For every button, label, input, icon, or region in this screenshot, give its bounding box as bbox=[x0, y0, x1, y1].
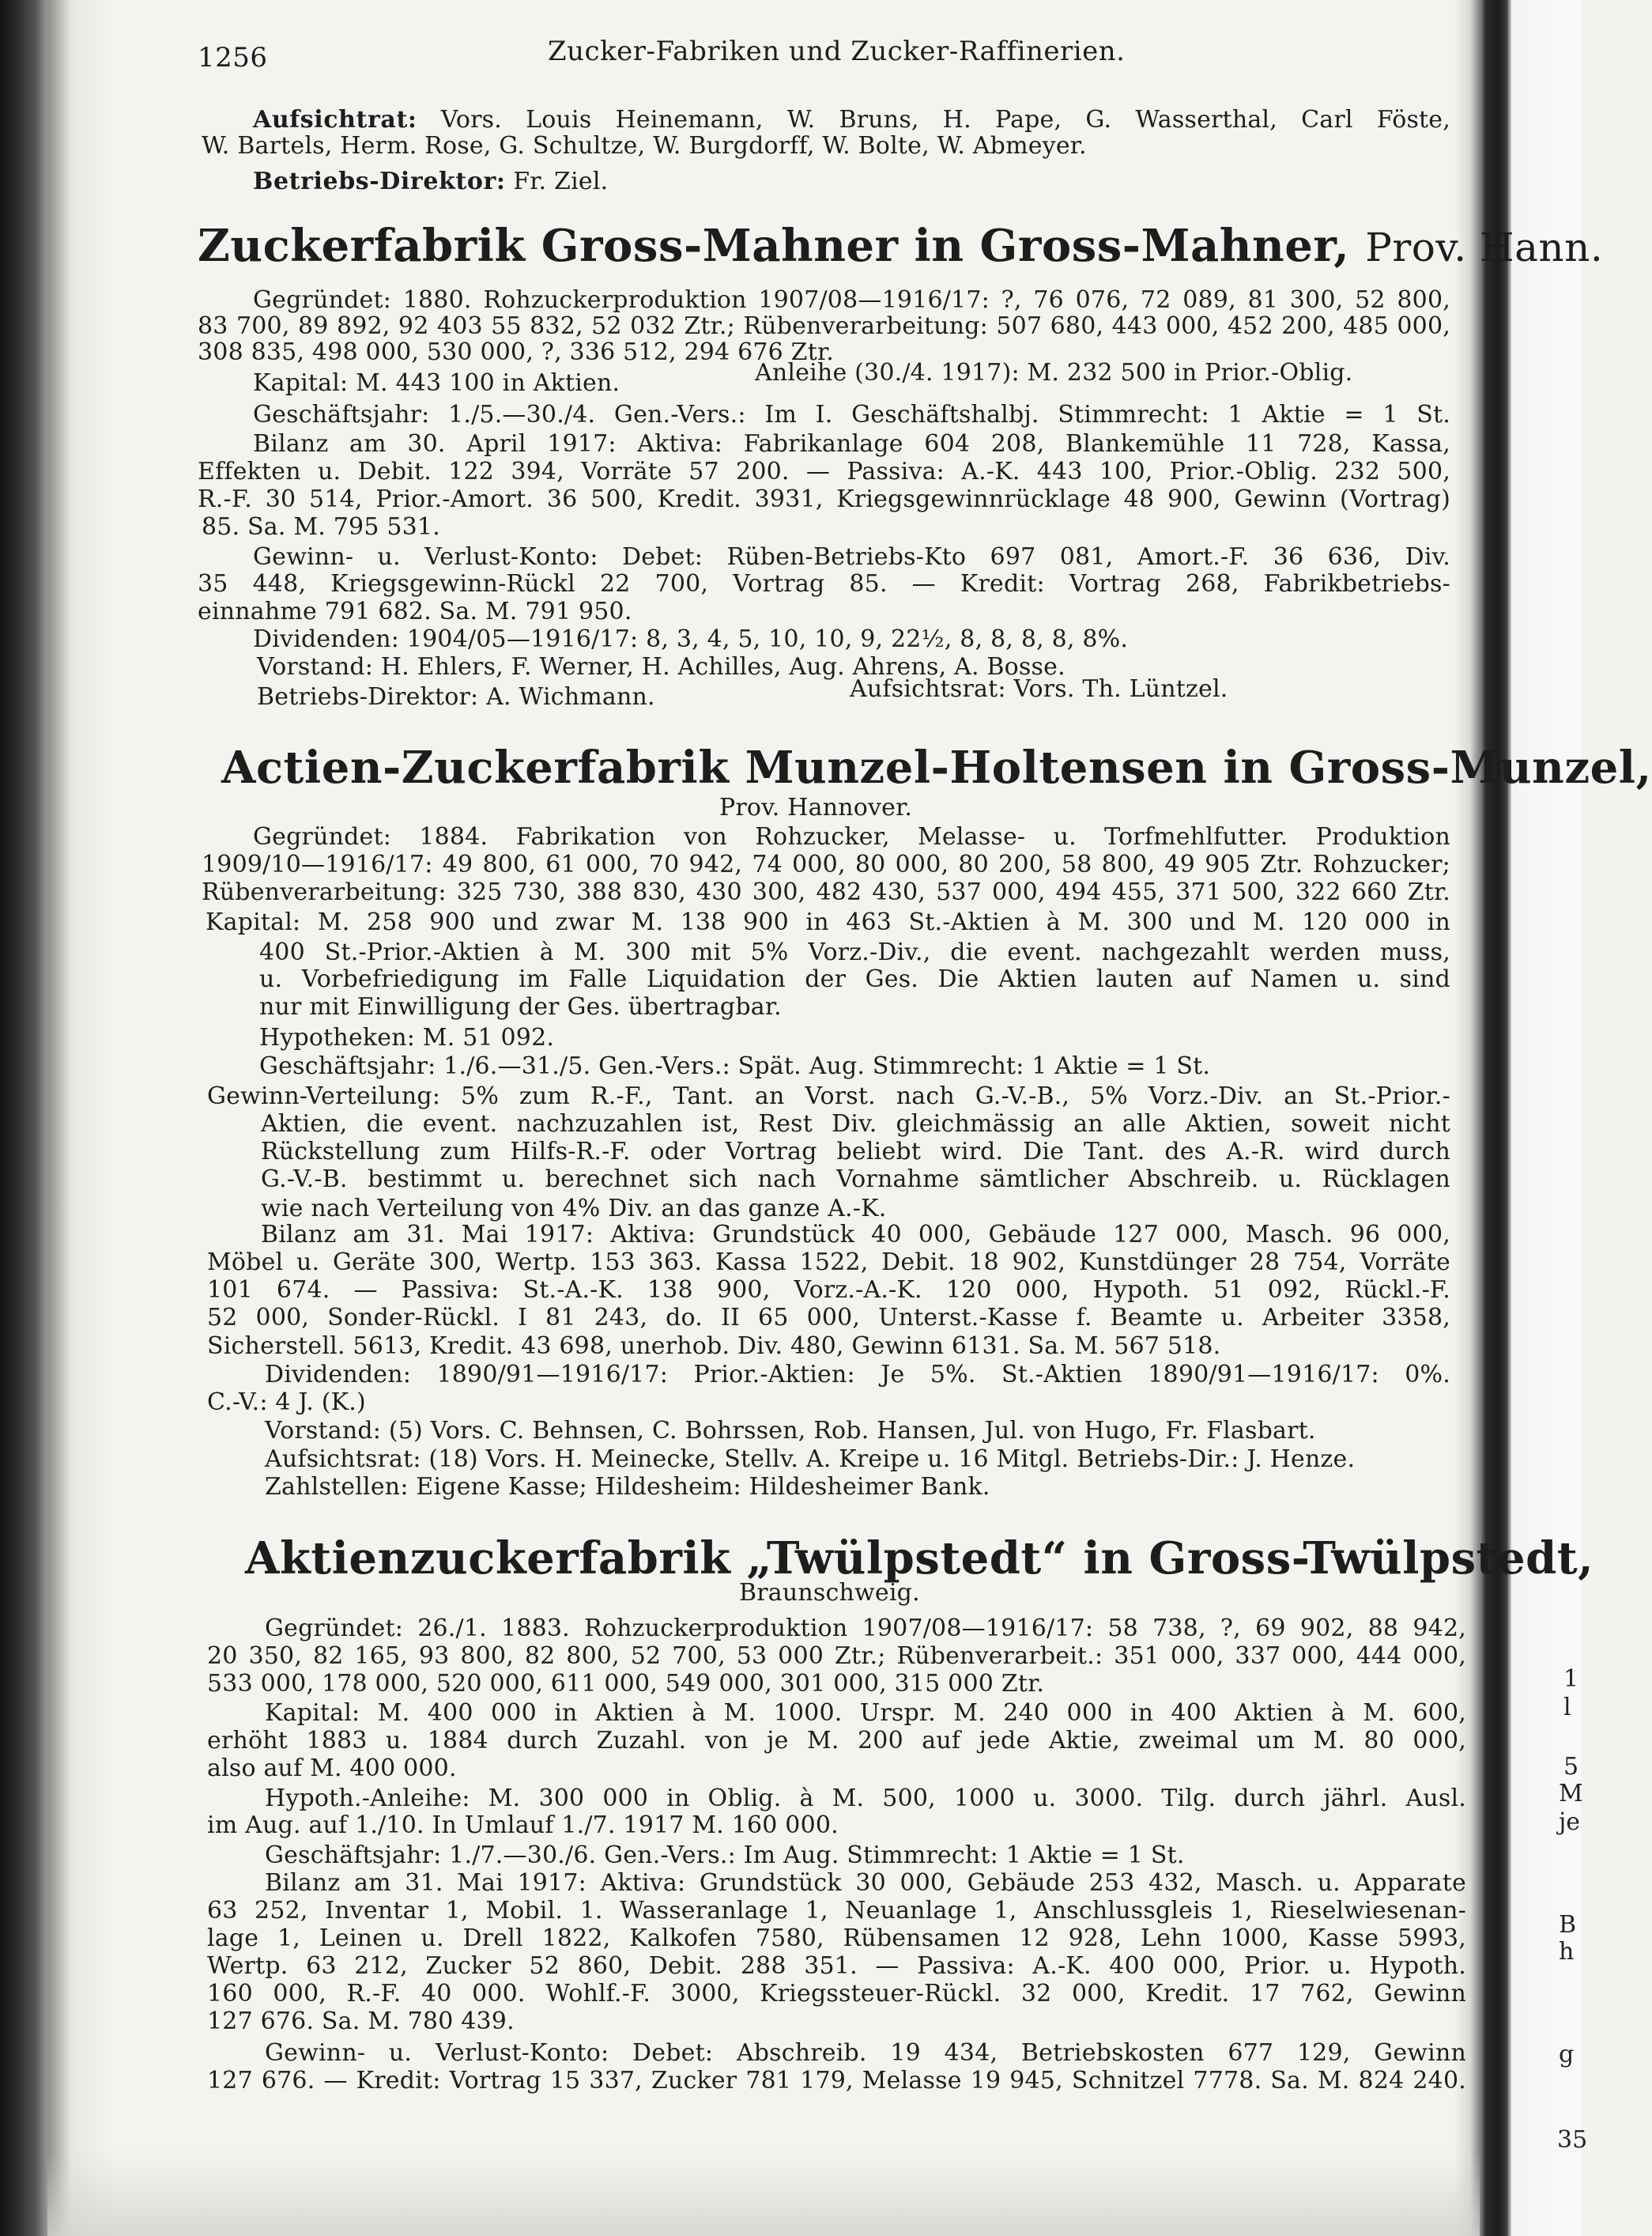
intro-line-1: Aufsichtrat: Vors. Louis Heinemann, W. Bruns, H. Pape, G. Wasserthal, Carl Föste, bbox=[253, 106, 1450, 134]
facing-page-char: h bbox=[1559, 1938, 1575, 1966]
s3-line-3: 533 000, 178 000, 520 000, 611 000, 549 000, 301 000, 315 000 Ztr. bbox=[207, 1670, 1045, 1698]
facing-page-char: M bbox=[1559, 1780, 1583, 1807]
facing-page-char: 35 bbox=[1557, 2126, 1588, 2154]
s1-line-4b: Anleihe (30./4. 1917): M. 232 500 in Prior.-Oblig. bbox=[755, 359, 1353, 387]
s2-line-15: Bilanz am 31. Mai 1917: Aktiva: Grundstück 40 000, Gebäude 127 000, Masch. 96 000, bbox=[261, 1221, 1450, 1248]
facing-page-char: 5 bbox=[1563, 1753, 1579, 1781]
s2-line-20: Dividenden: 1890/91—1916/17: Prior.-Aktien: Je 5%. St.-Aktien 1890/91—1916/17: 0%. bbox=[265, 1361, 1450, 1388]
s2-line-24: Zahlstellen: Eigene Kasse; Hildesheim: Hildesheimer Bank. bbox=[265, 1473, 990, 1501]
s3-line-14: 160 000, R.-F. 40 000. Wohlf.-F. 3000, Kriegssteuer-Rückl. 32 000, Kredit. 17 762, Gewinn bbox=[207, 1980, 1466, 2007]
s3-line-5: erhöht 1883 u. 1884 durch Zuzahl. von je M. 200 auf jede Aktie, zweimal um M. 80 000, bbox=[207, 1727, 1466, 1754]
s2-line-10: Gewinn-Verteilung: 5% zum R.-F., Tant. an Vorst. nach G.-V.-B., 5% Vorz.-Div. an St.-Prior.- bbox=[207, 1082, 1450, 1110]
s1-line-7: Effekten u. Debit. 122 394, Vorräte 57 200. — Passiva: A.-K. 443 100, Prior.-Oblig. 232 500, bbox=[198, 458, 1450, 485]
section-2-title: Actien-Zuckerfabrik Munzel-Holtensen in Gross-Munzel, bbox=[221, 742, 1652, 794]
s2-line-3: Rübenverarbeitung: 325 730, 388 830, 430 300, 482 430, 537 000, 494 455, 371 500, 322 660 Ztr. bbox=[202, 878, 1450, 906]
s1-line-2: 83 700, 89 892, 92 403 55 832, 52 032 Ztr.; Rübenverarbeitung: 507 680, 443 000, 452 200, 485 000, bbox=[198, 312, 1450, 340]
facing-page-char: je bbox=[1559, 1808, 1581, 1836]
s2-line-7: nur mit Einwilligung der Ges. übertragbar. bbox=[259, 993, 782, 1021]
bottom-shadow bbox=[47, 2151, 1480, 2236]
s3-line-2: 20 350, 82 165, 93 800, 82 800, 52 700, 53 000 Ztr.; Rübenverarbeit.: 351 000, 337 000, 444 000, bbox=[207, 1642, 1466, 1670]
s2-line-5: 400 St.-Prior.-Aktien à M. 300 mit 5% Vorz.-Div., die event. nachgezahlt werden muss, bbox=[259, 939, 1450, 966]
s3-line-11: 63 252, Inventar 1, Mobil. 1. Wasseranlage 1, Neuanlage 1, Anschlussgleis 1, Rieselwiesenan- bbox=[207, 1897, 1466, 1924]
s2-line-17: 101 674. — Passiva: St.-A.-K. 138 900, Vorz.-A.-K. 120 000, Hypoth. 51 092, Rückl.-F. bbox=[207, 1276, 1450, 1304]
section-3-subtitle: Braunschweig. bbox=[739, 1579, 920, 1607]
facing-page-char: B bbox=[1559, 1911, 1577, 1939]
s1-line-8: R.-F. 30 514, Prior.-Amort. 36 500, Kredit. 3931, Kriegsgewinnrücklage 48 900, Gewinn (Vortrag) bbox=[198, 485, 1450, 513]
s3-line-13: Wertp. 63 212, Zucker 52 860, Debit. 288 351. — Passiva: A.-K. 400 000, Prior. u. Hypoth. bbox=[207, 1952, 1466, 1980]
s3-line-16: Gewinn- u. Verlust-Konto: Debet: Abschreib. 19 434, Betriebskosten 677 129, Gewinn bbox=[265, 2039, 1466, 2067]
s2-line-21: C.-V.: 4 J. (K.) bbox=[207, 1388, 366, 1416]
s1-line-11: 35 448, Kriegsgewinn-Rückl 22 700, Vortrag 85. — Kredit: Vortrag 268, Fabrikbetriebs- bbox=[198, 570, 1450, 598]
s2-line-16: Möbel u. Geräte 300, Wertp. 153 363. Kassa 1522, Debit. 18 902, Kunstdünger 28 754, Vorräte bbox=[207, 1248, 1450, 1276]
s2-line-22: Vorstand: (5) Vors. C. Behnsen, C. Bohrssen, Rob. Hansen, Jul. von Hugo, Fr. Flasbart. bbox=[265, 1417, 1316, 1445]
section-3-title: Aktienzuckerfabrik „Twülpstedt“ in Gross-Twülpstedt, bbox=[245, 1532, 1594, 1584]
s2-line-12: Rückstellung zum Hilfs-R.-F. oder Vortrag beliebt wird. Die Tant. des A.-R. wird durch bbox=[261, 1138, 1450, 1165]
s3-line-7: Hypoth.-Anleihe: M. 300 000 in Oblig. à M. 500, 1000 u. 3000. Tilg. durch jährl. Ausl. bbox=[265, 1785, 1466, 1812]
s3-line-15: 127 676. Sa. M. 780 439. bbox=[207, 2007, 515, 2035]
s3-line-12: lage 1, Leinen u. Drell 1822, Kalkofen 7580, Rübensamen 12 928, Lehn 1000, Kasse 5993, bbox=[207, 1924, 1466, 1952]
facing-page-char: 1 bbox=[1563, 1665, 1579, 1693]
s3-line-8: im Aug. auf 1./10. In Umlauf 1./7. 1917 M. 160 000. bbox=[207, 1811, 839, 1839]
s1-line-6: Bilanz am 30. April 1917: Aktiva: Fabrikanlage 604 208, Blankemühle 11 728, Kassa, bbox=[253, 430, 1450, 458]
intro-line-3: Betriebs-Direktor: Fr. Ziel. bbox=[253, 168, 609, 195]
right-binding-shadow bbox=[1480, 0, 1511, 2236]
s1-line-5: Geschäftsjahr: 1./5.—30./4. Gen.-Vers.: Im I. Geschäftshalbj. Stimmrecht: 1 Aktie = 1 St. bbox=[253, 401, 1450, 429]
s3-line-6: also auf M. 400 000. bbox=[207, 1754, 457, 1782]
section-2-subtitle: Prov. Hannover. bbox=[719, 794, 913, 822]
s1-line-4a: Kapital: M. 443 100 in Aktien. bbox=[253, 369, 620, 397]
s3-line-10: Bilanz am 31. Mai 1917: Aktiva: Grundstück 30 000, Gebäude 253 432, Masch. u. Apparate bbox=[265, 1869, 1466, 1897]
section-1-title: Zuckerfabrik Gross-Mahner in Gross-Mahner, Prov. Hann. bbox=[198, 220, 1604, 272]
intro-line-2: W. Bartels, Herm. Rose, G. Schultze, W. Burgdorff, W. Bolte, W. Abmeyer. bbox=[202, 132, 1087, 160]
s3-line-17: 127 676. — Kredit: Vortrag 15 337, Zucker 781 179, Melasse 19 945, Schnitzel 7778. Sa. M. 824 240. bbox=[207, 2067, 1466, 2094]
s2-line-6: u. Vorbefriedigung im Falle Liquidation der Ges. Die Aktien lauten auf Namen u. sind bbox=[259, 965, 1450, 993]
s1-line-9: 85. Sa. M. 795 531. bbox=[202, 513, 440, 541]
s1-line-3: 308 835, 498 000, 530 000, ?, 336 512, 294 676 Ztr. bbox=[198, 338, 834, 366]
facing-page-char: l bbox=[1563, 1694, 1571, 1721]
s2-line-1: Gegründet: 1884. Fabrikation von Rohzucker, Melasse- u. Torfmehlfutter. Produktion bbox=[253, 823, 1450, 851]
running-title: Zucker-Fabriken und Zucker-Raffinerien. bbox=[548, 36, 1126, 67]
s2-line-13: G.-V.-B. bestimmt u. berechnet sich nach Vornahme sämtlicher Abschreib. u. Rücklagen bbox=[261, 1165, 1450, 1193]
s3-line-9: Geschäftsjahr: 1./7.—30./6. Gen.-Vers.: Im Aug. Stimmrecht: 1 Aktie = 1 St. bbox=[265, 1841, 1185, 1869]
s3-line-1: Gegründet: 26./1. 1883. Rohzuckerproduktion 1907/08—1916/17: 58 738, ?, 69 902, 88 942, bbox=[265, 1615, 1466, 1642]
s1-line-14: Vorstand: H. Ehlers, F. Werner, H. Achilles, Aug. Ahrens, A. Bosse. bbox=[257, 653, 1066, 681]
s2-line-19: Sicherstell. 5613, Kredit. 43 698, unerhob. Div. 480, Gewinn 6131. Sa. M. 567 518. bbox=[207, 1332, 1221, 1360]
s2-line-18: 52 000, Sonder-Rückl. I 81 243, do. II 65 000, Unterst.-Kasse f. Beamte u. Arbeiter 3358, bbox=[207, 1304, 1450, 1331]
s2-line-8: Hypotheken: M. 51 092. bbox=[259, 1024, 555, 1052]
s2-line-11: Aktien, die event. nachzuzahlen ist, Rest Div. gleichmässig an alle Aktien, soweit nicht bbox=[261, 1110, 1450, 1138]
s1-line-10: Gewinn- u. Verlust-Konto: Debet: Rüben-Betriebs-Kto 697 081, Amort.-F. 36 636, Div. bbox=[253, 543, 1450, 571]
s1-line-15b: Aufsichtsrat: Vors. Th. Lüntzel. bbox=[850, 675, 1228, 703]
s3-line-4: Kapital: M. 400 000 in Aktien à M. 1000. Urspr. M. 240 000 in 400 Aktien à M. 600, bbox=[265, 1699, 1466, 1727]
s2-line-14: wie nach Verteilung von 4% Div. an das ganze A.-K. bbox=[261, 1195, 887, 1222]
s1-line-1: Gegründet: 1880. Rohzuckerproduktion 1907/08—1916/17: ?, 76 076, 72 089, 81 300, 52 800, bbox=[253, 286, 1450, 314]
s1-line-12: einnahme 791 682. Sa. M. 791 950. bbox=[198, 598, 632, 625]
s2-line-23: Aufsichtsrat: (18) Vors. H. Meinecke, Stellv. A. Kreipe u. 16 Mitgl. Betriebs-Dir.: J. Henze. bbox=[265, 1445, 1356, 1473]
s1-line-13: Dividenden: 1904/05—1916/17: 8, 3, 4, 5, 10, 10, 9, 22½, 8, 8, 8, 8, 8%. bbox=[253, 625, 1129, 653]
left-binding-shadow bbox=[0, 0, 47, 2236]
page-number: 1256 bbox=[198, 42, 268, 74]
facing-page-char: g bbox=[1559, 2041, 1575, 2068]
s2-line-4: Kapital: M. 258 900 und zwar M. 138 900 in 463 St.-Aktien à M. 300 und M. 120 000 in bbox=[206, 908, 1450, 936]
s2-line-2: 1909/10—1916/17: 49 800, 61 000, 70 942, 74 000, 80 000, 80 200, 58 800, 49 905 Ztr. Rohzucker; bbox=[202, 851, 1450, 878]
s2-line-9: Geschäftsjahr: 1./6.—31./5. Gen.-Vers.: Spät. Aug. Stimmrecht: 1 Aktie = 1 St. bbox=[259, 1052, 1211, 1080]
s1-line-15a: Betriebs-Direktor: A. Wichmann. bbox=[257, 683, 655, 711]
